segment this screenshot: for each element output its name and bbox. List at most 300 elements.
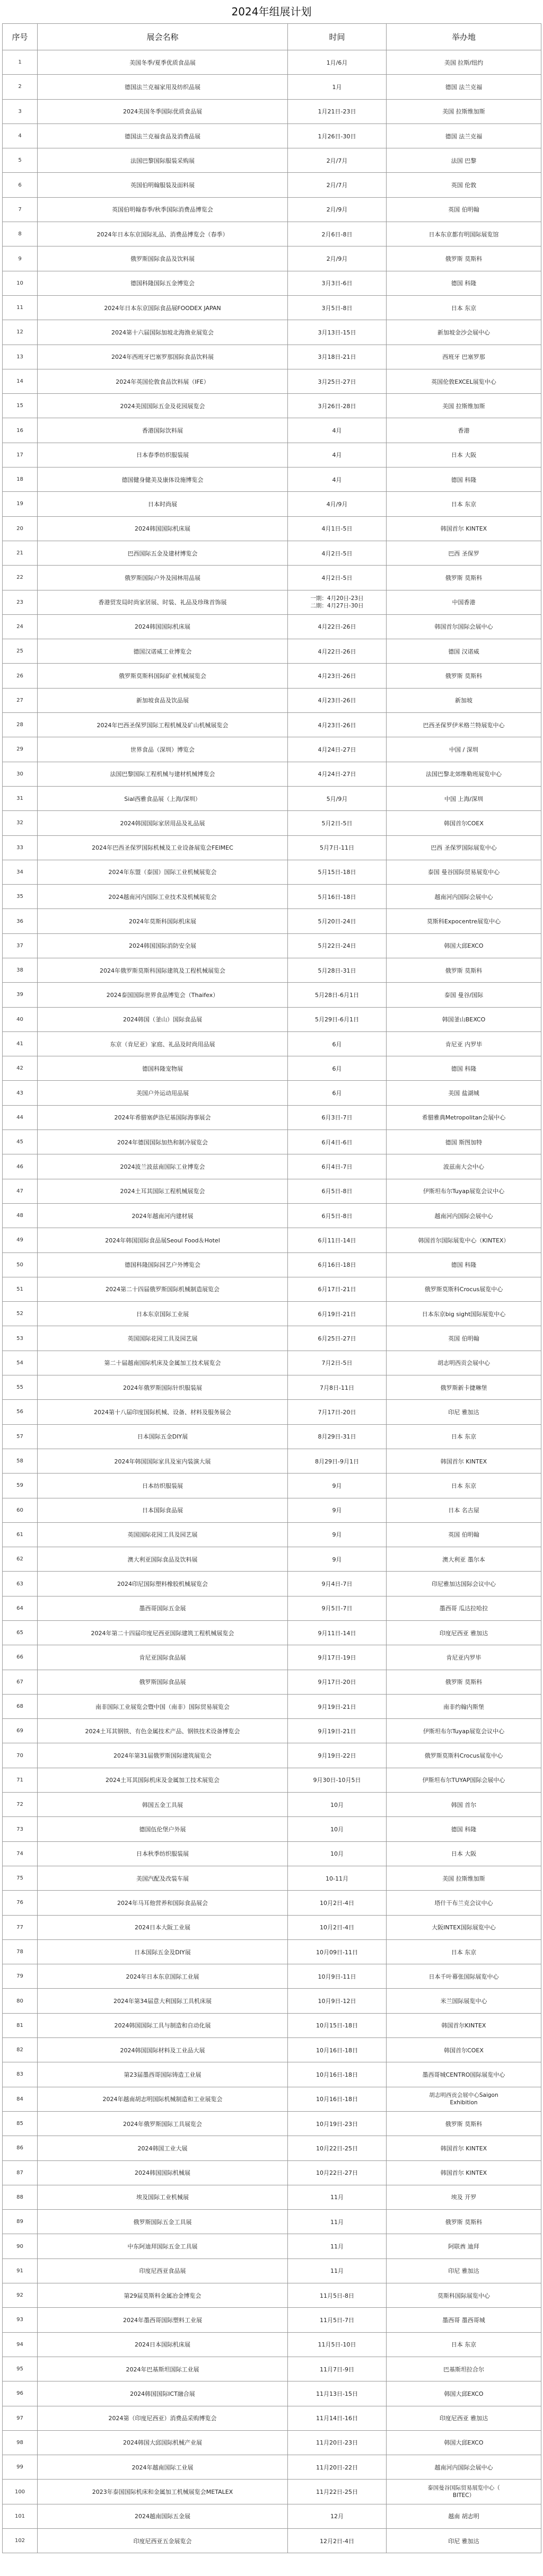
table-row — [3, 1939, 541, 1964]
exhibition-date: 5月16日-18日 — [288, 885, 387, 909]
exhibition-venue: 希腊雅典Metropolitan会展中心 — [387, 1105, 541, 1130]
exhibition-venue: 肯尼亚内罗毕 — [387, 1645, 541, 1670]
exhibition-name: 2024年巴基斯坦国际工业展 — [38, 2357, 288, 2381]
table-row — [3, 492, 541, 516]
row-number: 81 — [3, 2013, 38, 2037]
exhibition-name: 第29届莫斯科金属冶金博览会 — [38, 2283, 288, 2308]
exhibition-venue: 墨西哥 墨西哥城 — [387, 2308, 541, 2332]
row-number: 27 — [3, 688, 38, 712]
table-row — [3, 2430, 541, 2455]
exhibition-name: 日本春季纺织服装展 — [38, 443, 288, 467]
table-row — [3, 148, 541, 173]
row-number: 60 — [3, 1498, 38, 1522]
table-row — [3, 909, 541, 933]
table-row — [3, 1302, 541, 1326]
exhibition-date: 2月6日-8日 — [288, 222, 387, 246]
row-number: 50 — [3, 1252, 38, 1277]
exhibition-name: Sial西雅食品展（上海/深圳） — [38, 786, 288, 810]
exhibition-venue: 英国 伯明翰 — [387, 197, 541, 222]
exhibition-name: 2024土耳其国际机床及金属加工技术展览会 — [38, 1768, 288, 1792]
table-row — [3, 75, 541, 99]
exhibition-venue: 澳大利亚 墨尔本 — [387, 1547, 541, 1572]
exhibition-venue: 韩国首尔 KINTEX — [387, 1449, 541, 1473]
exhibition-name: 2024日本大阪工业展 — [38, 1915, 288, 1939]
exhibition-venue: 英国 伯明翰 — [387, 1326, 541, 1351]
table-row — [3, 394, 541, 418]
exhibition-date: 3月18日-21日 — [288, 345, 387, 369]
table-row — [3, 1007, 541, 1031]
exhibition-name: 埃及国际工业机械展 — [38, 2185, 288, 2209]
table-row — [3, 2381, 541, 2406]
exhibition-venue: 德国 法兰克福 — [387, 123, 541, 148]
row-number: 62 — [3, 1547, 38, 1572]
row-number: 37 — [3, 933, 38, 958]
exhibition-name: 2024韩国国际消防安全展 — [38, 933, 288, 958]
exhibition-name: 德国法兰克福家用及纺织品展 — [38, 75, 288, 99]
exhibition-date: 4月 — [288, 443, 387, 467]
table-row — [3, 737, 541, 762]
exhibition-date: 11月22日-25日 — [288, 2480, 387, 2504]
exhibition-venue: 塔什干布兰克会议中心 — [387, 1891, 541, 1915]
row-number: 74 — [3, 1841, 38, 1866]
row-number: 94 — [3, 2332, 38, 2357]
table-row — [3, 958, 541, 982]
exhibition-date: 4月2日-5日 — [288, 541, 387, 565]
exhibition-date: 4月 — [288, 418, 387, 443]
exhibition-date: 6月3日-7日 — [288, 1105, 387, 1130]
exhibition-name: 2024韩国工业大展 — [38, 2136, 288, 2160]
exhibition-date: 10月9日-11日 — [288, 1964, 387, 1989]
exhibition-date: 9月 — [288, 1474, 387, 1498]
exhibition-venue: 俄罗斯 莫斯科 — [387, 2210, 541, 2234]
exhibition-name: 日本秋季纺织服装展 — [38, 1841, 288, 1866]
table-row — [3, 1964, 541, 1989]
exhibition-name: 美国汽配及改装车展 — [38, 1866, 288, 1890]
exhibition-name: 香港贸发局时尚家居展、时装、礼品及珍珠首饰展 — [38, 590, 288, 614]
exhibition-venue: 韩国首尔COEX — [387, 811, 541, 835]
table-row — [3, 123, 541, 148]
exhibition-venue: 中国香港 — [387, 590, 541, 614]
exhibition-date: 10月9日-12日 — [288, 1989, 387, 2013]
table-row — [3, 1351, 541, 1375]
exhibition-date: 5月28日-31日 — [288, 958, 387, 982]
exhibition-name: 2024年日本东京国际工业展 — [38, 1964, 288, 1989]
exhibition-name: 2024年俄罗斯莫斯科国际建筑及工程机械展览会 — [38, 958, 288, 982]
exhibition-venue: 俄罗斯 莫斯科 — [387, 2111, 541, 2136]
row-number: 21 — [3, 541, 38, 565]
exhibition-date: 9月17日-19日 — [288, 1645, 387, 1670]
exhibition-venue: 德国 斯图加特 — [387, 1130, 541, 1154]
table-row — [3, 2038, 541, 2062]
table-row — [3, 1915, 541, 1939]
exhibition-venue: 墨西哥 瓜达拉哈拉 — [387, 1596, 541, 1620]
exhibition-date: 10月09日-11日 — [288, 1939, 387, 1964]
table-row — [3, 1621, 541, 1645]
exhibition-venue: 韩国大邱EXCO — [387, 2430, 541, 2455]
row-number: 40 — [3, 1007, 38, 1031]
table-row — [3, 222, 541, 246]
exhibition-venue: 德国 科隆 — [387, 1056, 541, 1081]
row-number: 88 — [3, 2185, 38, 2209]
exhibition-date: 6月16日-18日 — [288, 1252, 387, 1277]
row-number: 1 — [3, 50, 38, 75]
row-number: 8 — [3, 222, 38, 246]
table-row — [3, 2234, 541, 2259]
row-number: 56 — [3, 1400, 38, 1424]
table-row — [3, 664, 541, 688]
table-row — [3, 1841, 541, 1866]
table-row — [3, 295, 541, 320]
exhibition-venue: 阿联酋 迪拜 — [387, 2234, 541, 2259]
table-row — [3, 1375, 541, 1400]
table-row — [3, 1891, 541, 1915]
exhibition-venue: 泰国曼谷国际贸易展览中心（ BITEC） — [387, 2480, 541, 2504]
exhibition-name: 俄罗斯国际户外及园林用品展 — [38, 566, 288, 590]
exhibition-name: 2024韩国国际家居用品及礼品展 — [38, 811, 288, 835]
exhibition-date: 8月29日-9月1日 — [288, 1449, 387, 1473]
exhibition-venue: 墨西哥城CENTRO国际展览中心 — [387, 2062, 541, 2087]
exhibition-name: 法国巴黎国际工程机械与建材机械博览会 — [38, 762, 288, 786]
exhibition-name: 2024年日本东京国际礼品、消费品博览会（春季） — [38, 222, 288, 246]
row-number: 46 — [3, 1154, 38, 1179]
table-row — [3, 2308, 541, 2332]
table-row — [3, 1056, 541, 1081]
table-row — [3, 1203, 541, 1228]
table-row — [3, 1989, 541, 2013]
exhibition-venue: 南非约翰内斯堡 — [387, 1694, 541, 1718]
table-row — [3, 1277, 541, 1301]
exhibition-date: 9月 — [288, 1522, 387, 1547]
table-row — [3, 197, 541, 222]
exhibition-date: 9月5日-7日 — [288, 1596, 387, 1620]
exhibition-date: 10月16日-18日 — [288, 2038, 387, 2062]
row-number: 79 — [3, 1964, 38, 1989]
exhibition-venue: 英国 伯明翰 — [387, 1522, 541, 1547]
exhibition-venue: 印尼 雅加达 — [387, 1400, 541, 1424]
exhibition-date: 6月5日-8日 — [288, 1203, 387, 1228]
exhibition-date: 10月 — [288, 1793, 387, 1817]
exhibition-name: 新加坡食品及饮品展 — [38, 688, 288, 712]
exhibition-date: 1月26日-30日 — [288, 123, 387, 148]
exhibition-venue: 日本 东京 — [387, 295, 541, 320]
table-row — [3, 2504, 541, 2528]
table-body — [3, 50, 541, 2553]
exhibition-venue: 印尼 雅加达 — [387, 2259, 541, 2283]
exhibition-venue: 俄罗斯 莫斯科 — [387, 246, 541, 271]
exhibition-venue: 德国 法兰克福 — [387, 75, 541, 99]
exhibition-date: 4月 — [288, 467, 387, 492]
exhibition-venue: 日本 东京 — [387, 2332, 541, 2357]
row-number: 5 — [3, 148, 38, 173]
exhibition-name: 东京（肯尼亚）家庭、礼品及时尚用品展 — [38, 1031, 288, 1056]
exhibition-name: 2024年越南河内建材展 — [38, 1203, 288, 1228]
row-number: 19 — [3, 492, 38, 516]
exhibition-date: 4月24日-27日 — [288, 737, 387, 762]
exhibition-venue: 日本 大阪 — [387, 1841, 541, 1866]
exhibition-name: 2024年第31届俄罗斯国际建筑展览会 — [38, 1743, 288, 1768]
exhibition-venue: 莫斯科Expocentre展览中心 — [387, 909, 541, 933]
exhibition-date: 11月5日-7日 — [288, 2308, 387, 2332]
exhibition-venue: 韩国首尔国际展览中心（KINTEX） — [387, 1228, 541, 1252]
exhibition-name: 2024土耳其国际工程机械展览会 — [38, 1179, 288, 1203]
exhibition-date: 5月2日-5日 — [288, 811, 387, 835]
exhibition-date: 10月2日-4日 — [288, 1915, 387, 1939]
exhibition-name: 2024波兰波兹南国际工业博览会 — [38, 1154, 288, 1179]
row-number: 77 — [3, 1915, 38, 1939]
exhibition-venue: 韩国釜山BEXCO — [387, 1007, 541, 1031]
row-number: 41 — [3, 1031, 38, 1056]
exhibition-date: 11月 — [288, 2185, 387, 2209]
exhibition-date: 2月/9月 — [288, 197, 387, 222]
exhibition-venue: 英国伦敦EXCEL展览中心 — [387, 369, 541, 393]
exhibition-name: 俄罗斯国际食品及饮料展 — [38, 246, 288, 271]
exhibition-venue: 巴基斯坦拉合尔 — [387, 2357, 541, 2381]
table-row — [3, 1400, 541, 1424]
exhibition-date: 10月16日-18日 — [288, 2087, 387, 2111]
exhibition-date: 11月 — [288, 2259, 387, 2283]
row-number: 10 — [3, 271, 38, 295]
exhibition-name: 2024韩国国际ICT融合展 — [38, 2381, 288, 2406]
exhibition-venue: 德国 科隆 — [387, 1817, 541, 1841]
exhibition-date: 10月15日-18日 — [288, 2013, 387, 2037]
exhibition-venue: 德国 科隆 — [387, 1252, 541, 1277]
table-row — [3, 2528, 541, 2553]
exhibition-name: 日本东京国际工业展 — [38, 1302, 288, 1326]
exhibition-name: 俄罗斯莫斯科国际矿业机械展览会 — [38, 664, 288, 688]
row-number: 34 — [3, 860, 38, 884]
exhibition-venue: 印尼雅加达国际会议中心 — [387, 1572, 541, 1596]
exhibition-venue: 香港 — [387, 418, 541, 443]
table-row — [3, 271, 541, 295]
exhibition-date: 6月 — [288, 1056, 387, 1081]
exhibition-venue: 印度尼西亚 雅加达 — [387, 1621, 541, 1645]
exhibition-date: 9月19日-21日 — [288, 1694, 387, 1718]
table-row — [3, 1130, 541, 1154]
table-row — [3, 786, 541, 810]
table-row — [3, 1474, 541, 1498]
table-row — [3, 173, 541, 197]
exhibition-venue: 韩国首尔 KINTEX — [387, 516, 541, 541]
row-number: 97 — [3, 2406, 38, 2430]
exhibition-name: 德国健身健美及康体设施博览会 — [38, 467, 288, 492]
exhibition-date: 11月20日-23日 — [288, 2430, 387, 2455]
exhibition-date: 10月 — [288, 1841, 387, 1866]
table-row — [3, 1424, 541, 1449]
table-row — [3, 99, 541, 123]
exhibition-name: 2024日本国际机床展 — [38, 2332, 288, 2357]
table-row — [3, 1817, 541, 1841]
exhibition-venue: 韩国首尔KINTEX — [387, 2013, 541, 2037]
row-number: 7 — [3, 197, 38, 222]
exhibition-date: 4月23日-26日 — [288, 664, 387, 688]
exhibition-date: 5月22日-24日 — [288, 933, 387, 958]
table-row — [3, 2283, 541, 2308]
exhibition-name: 2024泰国国际世界食品博览会（Thaifex） — [38, 983, 288, 1007]
exhibition-venue: 美国 拉斯维加斯 — [387, 99, 541, 123]
exhibition-name: 2024年越南国际工业展 — [38, 2455, 288, 2480]
table-row — [3, 2259, 541, 2283]
exhibition-venue: 新加坡金沙会展中心 — [387, 320, 541, 345]
row-number: 44 — [3, 1105, 38, 1130]
exhibition-date: 9月 — [288, 1547, 387, 1572]
row-number: 80 — [3, 1989, 38, 2013]
exhibition-name: 2024年第34届意大利国际工具机床展 — [38, 1989, 288, 2013]
exhibition-name: 澳大利亚国际食品及饮料展 — [38, 1547, 288, 1572]
exhibition-date: 4月22日-26日 — [288, 614, 387, 639]
exhibition-name: 第23届墨西哥国际铸造工业展 — [38, 2062, 288, 2087]
exhibition-venue: 泰国 曼谷国际贸易展览中心 — [387, 860, 541, 884]
table-row — [3, 1768, 541, 1792]
exhibition-date: 5月28日-6月1日 — [288, 983, 387, 1007]
exhibition-venue: 中国 上海/深圳 — [387, 786, 541, 810]
row-number: 35 — [3, 885, 38, 909]
row-number: 48 — [3, 1203, 38, 1228]
exhibition-name: 2024年莫斯科国际机床展 — [38, 909, 288, 933]
row-number: 63 — [3, 1572, 38, 1596]
exhibition-venue: 伊斯坦布尔Tuyap展览会议中心 — [387, 1719, 541, 1743]
exhibition-name: 2024韩国（釜山）国际食品展 — [38, 1007, 288, 1031]
table-row — [3, 246, 541, 271]
exhibition-name: 2023年泰国国际机床和金属加工机械展览会METALEX — [38, 2480, 288, 2504]
table-row — [3, 639, 541, 664]
exhibition-date: 1月21日-23日 — [288, 99, 387, 123]
row-number: 71 — [3, 1768, 38, 1792]
table-row — [3, 2136, 541, 2160]
row-number: 91 — [3, 2259, 38, 2283]
exhibition-venue: 日本东京都有明国际展览馆 — [387, 222, 541, 246]
table-row — [3, 1081, 541, 1105]
exhibition-venue: 埃及 开罗 — [387, 2185, 541, 2209]
exhibition-venue: 美国 拉斯/纽约 — [387, 50, 541, 75]
exhibition-venue: 俄罗斯新卡捷琳堡 — [387, 1375, 541, 1400]
table-row — [3, 1031, 541, 1056]
exhibition-date: 11月5日-10日 — [288, 2332, 387, 2357]
row-number: 53 — [3, 1326, 38, 1351]
exhibition-venue: 俄罗斯 莫斯科 — [387, 566, 541, 590]
row-number: 3 — [3, 99, 38, 123]
exhibition-date: 1月/6月 — [288, 50, 387, 75]
exhibition-name: 世界食品（深圳）博览会 — [38, 737, 288, 762]
table-row — [3, 1694, 541, 1718]
table-row — [3, 1572, 541, 1596]
row-number: 52 — [3, 1302, 38, 1326]
row-number: 93 — [3, 2308, 38, 2332]
exhibition-name: 2024年墨西哥国际塑料工业展 — [38, 2308, 288, 2332]
table-row — [3, 1793, 541, 1817]
exhibition-name: 2024越南河内国际工业技术及机械展览会 — [38, 885, 288, 909]
exhibition-venue: 伊斯坦布尔Tuyap展览会议中心 — [387, 1179, 541, 1203]
table-row — [3, 443, 541, 467]
exhibition-name: 2024韩国国际机床展 — [38, 516, 288, 541]
exhibition-date: 9月17日-20日 — [288, 1670, 387, 1694]
row-number: 22 — [3, 566, 38, 590]
exhibition-venue: 韩国首尔国际会展中心 — [387, 614, 541, 639]
exhibition-venue: 俄罗斯莫斯科Crocus展览中心 — [387, 1277, 541, 1301]
exhibition-venue: 大阪INTEX国际展览中心 — [387, 1915, 541, 1939]
exhibition-date: 4月23日-26日 — [288, 688, 387, 712]
table-row — [3, 50, 541, 75]
document-title: 2024年组展计划 — [231, 5, 312, 18]
row-number: 102 — [3, 2528, 38, 2553]
row-number: 64 — [3, 1596, 38, 1620]
exhibition-date: 5月/9月 — [288, 786, 387, 810]
exhibition-name: 2024年韩国国际家具及室内装演大展 — [38, 1449, 288, 1473]
exhibition-venue: 波兹南大会中心 — [387, 1154, 541, 1179]
exhibition-date: 10月22日-25日 — [288, 2136, 387, 2160]
exhibition-name: 德国科隆国际五金博览会 — [38, 271, 288, 295]
exhibition-name: 2024第十六届国际加坡北海渔业展览会 — [38, 320, 288, 345]
exhibition-name: 2024年俄罗斯国际针织服装展 — [38, 1375, 288, 1400]
table-row — [3, 2185, 541, 2209]
table-row — [3, 345, 541, 369]
exhibition-name: 中东阿迪拜国际五金工具展 — [38, 2234, 288, 2259]
exhibition-venue: 日本 东京 — [387, 492, 541, 516]
table-row — [3, 2210, 541, 2234]
table-row — [3, 2357, 541, 2381]
exhibition-date: 3月5日-8日 — [288, 295, 387, 320]
exhibition-date: 2月/9月 — [288, 246, 387, 271]
exhibition-venue: 俄罗斯 莫斯科 — [387, 958, 541, 982]
exhibition-date: 4月/9月 — [288, 492, 387, 516]
exhibition-date: 9月19日-21日 — [288, 1719, 387, 1743]
row-number: 70 — [3, 1743, 38, 1768]
row-number: 11 — [3, 295, 38, 320]
exhibition-date: 11月20日-22日 — [288, 2455, 387, 2480]
exhibition-venue: 巴西圣保罗伊米格兰特展览中心 — [387, 713, 541, 737]
table-row — [3, 1498, 541, 1522]
exhibition-date: 9月4日-7日 — [288, 1572, 387, 1596]
exhibition-venue: 日本 东京 — [387, 1474, 541, 1498]
row-number: 15 — [3, 394, 38, 418]
exhibition-date: 10月16日-18日 — [288, 2062, 387, 2087]
exhibition-name: 韩国五金工具展 — [38, 1793, 288, 1817]
exhibition-venue: 越南河内国际会展中心 — [387, 885, 541, 909]
table-row — [3, 1522, 541, 1547]
exhibition-date: 一期：4月20日-23日 二期：4月27日-30日 — [288, 590, 387, 614]
exhibition-venue: 胡志明西贡会展中心Saigon Exhibition — [387, 2087, 541, 2111]
exhibition-name: 2024年越南胡志明国际机械制造和工业展览会 — [38, 2087, 288, 2111]
exhibition-venue: 韩国首尔 KINTEX — [387, 2136, 541, 2160]
exhibition-name: 日本国际五金及DIY展 — [38, 1939, 288, 1964]
exhibition-venue: 英国 伦敦 — [387, 173, 541, 197]
row-number: 18 — [3, 467, 38, 492]
table-row — [3, 2332, 541, 2357]
exhibition-name: 2024年希腊塞萨洛尼基国际海事展会 — [38, 1105, 288, 1130]
exhibition-date: 10月19日-23日 — [288, 2111, 387, 2136]
exhibition-name: 2024年英国伦敦食品饮料展（IFE） — [38, 369, 288, 393]
exhibition-date: 4月24日-27日 — [288, 762, 387, 786]
table-row — [3, 1228, 541, 1252]
exhibition-venue: 韩国首尔 KINTEX — [387, 2160, 541, 2185]
table-row — [3, 762, 541, 786]
exhibition-venue: 日本千叶幕张国际展览中心 — [387, 1964, 541, 1989]
row-number: 14 — [3, 369, 38, 393]
exhibition-date: 6月11日-14日 — [288, 1228, 387, 1252]
exhibition-venue: 韩国大邱EXCO — [387, 2381, 541, 2406]
exhibition-date: 6月19日-21日 — [288, 1302, 387, 1326]
row-number: 68 — [3, 1694, 38, 1718]
exhibition-name: 美国户外运动用品展 — [38, 1081, 288, 1105]
exhibition-date: 4月2日-5日 — [288, 566, 387, 590]
exhibition-date: 7月17日-20日 — [288, 1400, 387, 1424]
exhibition-date: 6月4日-6日 — [288, 1130, 387, 1154]
row-number: 76 — [3, 1891, 38, 1915]
table-row — [3, 2087, 541, 2111]
exhibition-name: 肯尼亚国际食品展 — [38, 1645, 288, 1670]
exhibition-venue: 胡志明西贡会展中心 — [387, 1351, 541, 1375]
row-number: 96 — [3, 2381, 38, 2406]
exhibition-date: 4月22日-26日 — [288, 639, 387, 664]
